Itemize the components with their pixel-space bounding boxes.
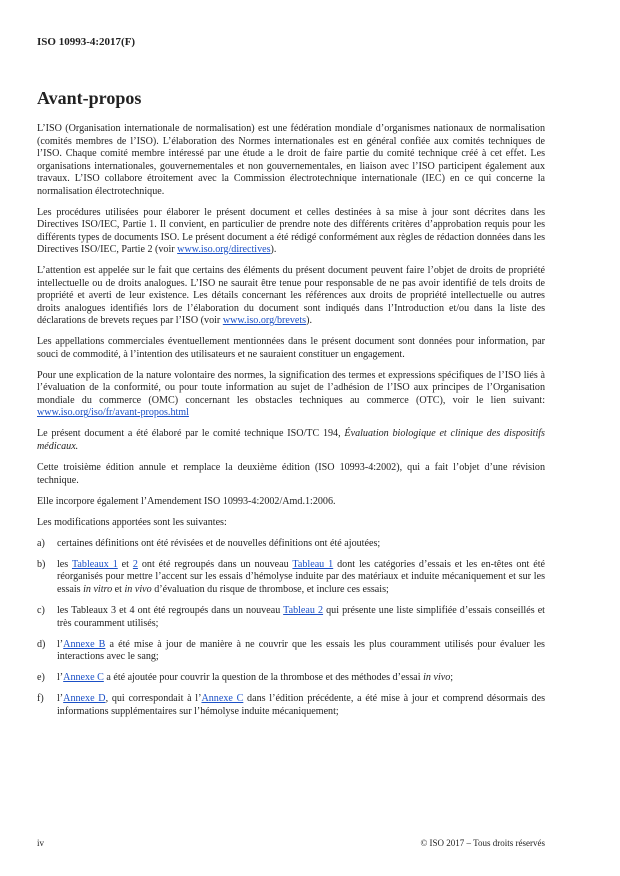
- list-item-text: [57, 639, 545, 664]
- text-run: Les procédures utilisées pour élaborer le présent document et celles destinées à sa mise à jour sont décrites dans les Directives ISO/IEC, Partie 1. Il convient, en particulier de prendre note des différents critères d’approbation requis pour les différents types de documents ISO. Le présent document a été rédigé conformément aux règles de rédaction données dans les Directives ISO/IEC, Partie 2 (voir: [37, 206, 545, 256]
- link[interactable]: Tableau 2: [283, 605, 324, 617]
- link[interactable]: Annexe D: [63, 693, 106, 705]
- paragraph: [37, 517, 545, 530]
- paragraph: [37, 265, 545, 328]
- text-run: ;: [450, 672, 454, 684]
- text-run: L’ISO (Organisation internationale de normalisation) est une fédération mondiale d’organismes nationaux de normalisation (comités membres de l’ISO). L’élaboration des Normes internationales est en général confiée aux comités techniques de l’ISO. Chaque comité membre intéressé par une étude a le droit de faire partie du comité technique créé à cet effet. Les organisations internationales, gouvernementales et non gouvernementales, en liaison avec l’ISO participent également aux travaux. L’ISO collabore étroitement avec la Commission électrotechnique internationale (IEC) en ce qui concerne la normalisation électrotechnique.: [37, 123, 545, 197]
- italic-text: in vitro: [83, 583, 113, 595]
- list-item-label: a): [37, 537, 45, 549]
- list-item: [37, 605, 545, 630]
- text-run: et: [112, 583, 125, 595]
- page-number: iv: [37, 838, 45, 848]
- text-run: d’évaluation du risque de thrombose, et inclure ces essais;: [151, 583, 389, 595]
- link[interactable]: Tableau 1: [292, 558, 334, 570]
- text-run: Le présent document a été élaboré par le comité technique ISO/TC 194,: [37, 428, 345, 440]
- list-item-text: [57, 605, 545, 630]
- paragraph: [37, 207, 545, 257]
- list-item: [37, 559, 545, 597]
- text-run: Les appellations commerciales éventuellement mentionnées dans le présent document sont données pour information, par souci de commodité, à l’intention des utilisateurs et ne sauraient constituer un engagement.: [37, 336, 545, 360]
- paragraph: [37, 428, 545, 453]
- link[interactable]: Annexe B: [63, 638, 106, 650]
- paragraphs: [37, 123, 545, 529]
- link[interactable]: www.iso.org/iso/fr/avant-propos.html: [37, 407, 189, 419]
- link[interactable]: www.iso.org/brevets: [222, 315, 307, 327]
- paragraph: [37, 462, 545, 487]
- page-title: Avant-propos: [37, 88, 142, 108]
- text-run: et: [117, 558, 133, 570]
- paragraph: [37, 336, 545, 361]
- text-run: L’attention est appelée sur le fait que certains des éléments du présent document peuvent faire l’objet de droits de propriété intellectuelle ou de droits analogues. L’ISO ne saurait être tenue pour responsable de ne pas avoir identifié de tels droits de propriété et averti de leur existence. Les détails concernant les références aux droits de propriété intellectuelle ou autres droits analogues identifiés lors de l’élaboration du document sont indiqués dans l’Introduction et/ou dans la liste des déclarations de brevets reçues par l’ISO (voir: [37, 265, 545, 327]
- text-run: Pour une explication de la nature volontaire des normes, la signification des termes et expressions spécifiques de l’ISO liés à l’évaluation de la conformité, ou pour toute information au sujet de l’adhésion de l’ISO aux principes de l’Organisation mondiale du commerce (OMC) concernant les obstacles techniques au commerce (OTC), voir le lien suivant:: [37, 369, 545, 406]
- list-item: [37, 538, 545, 551]
- text-run: l’: [57, 672, 64, 684]
- italic-text: in vivo: [423, 672, 451, 684]
- text-run: Cette troisième édition annule et remplace la deuxième édition (ISO 10993-4:2002), qui a fait l’objet d’une révision technique.: [37, 462, 545, 486]
- list-item: [37, 639, 545, 664]
- list-item-text: [57, 538, 545, 551]
- text-run: Les modifications apportées sont les suivantes:: [37, 516, 227, 528]
- text-run: Elle incorpore également l’Amendement ISO 10993-4:2002/Amd.1:2006.: [37, 495, 336, 507]
- text-run: dans l’édition précédente, a été mise à jour et comprend désormais des informations supplémentaires sur l’hémolyse induite mécaniquement;: [57, 693, 545, 717]
- list-item-label: f): [37, 693, 44, 705]
- paragraph: [37, 370, 545, 420]
- link[interactable]: Annexe C: [201, 693, 244, 705]
- list-item-text: [57, 693, 545, 718]
- copyright-notice: © ISO 2017 – Tous droits réservés: [420, 838, 545, 848]
- list-item-label: b): [37, 558, 46, 570]
- document-body: [37, 123, 545, 727]
- text-run: certaines définitions ont été révisées et de nouvelles définitions ont été ajoutées;: [57, 537, 381, 549]
- text-run: l’: [57, 693, 64, 705]
- italic-text: in vivo: [124, 583, 152, 595]
- modifications-list: [37, 538, 545, 718]
- list-item: [37, 693, 545, 718]
- link[interactable]: Tableaux 1: [71, 558, 118, 570]
- text-run: les Tableaux 3 et 4 ont été regroupés dans un nouveau: [57, 605, 284, 617]
- list-item-label: e): [37, 672, 45, 684]
- text-run: ont été regroupés dans un nouveau: [137, 558, 293, 570]
- text-run: a été ajoutée pour couvrir la question de la thrombose et des méthodes d’essai: [103, 672, 424, 684]
- paragraph: [37, 496, 545, 509]
- italic-text: Évaluation biologique et clinique des dispositifs médicaux.: [37, 428, 545, 452]
- link[interactable]: www.iso.org/directives: [177, 244, 271, 256]
- text-run: a été mise à jour de manière à ne couvrir que les essais les plus couramment utilisés pour évaluer les interactions avec le sang;: [57, 638, 545, 663]
- text-run: dont les catégories d’essais et les en-têtes ont été réorganisés pour mettre l’accent sur les essais d’hémolyse induite par des matériaux et induite mécaniquement et sur les essais: [57, 558, 545, 595]
- list-item: [37, 672, 545, 685]
- text-run: qui présente une liste simplifiée d’essais conseillés et très couramment utilisés;: [57, 605, 545, 629]
- link[interactable]: Annexe C: [63, 672, 104, 684]
- list-item-label: c): [37, 605, 45, 617]
- list-item-text: [57, 559, 545, 597]
- list-item-label: d): [37, 638, 46, 650]
- text-run: les: [57, 558, 72, 570]
- text-run: ).: [270, 244, 277, 256]
- text-run: l’: [57, 638, 64, 650]
- paragraph: [37, 123, 545, 198]
- text-run: ).: [306, 315, 312, 327]
- list-item-text: [57, 672, 545, 685]
- link[interactable]: 2: [132, 558, 138, 570]
- document-id-header: ISO 10993-4:2017(F): [37, 36, 136, 48]
- text-run: , qui correspondait à l’: [105, 693, 202, 705]
